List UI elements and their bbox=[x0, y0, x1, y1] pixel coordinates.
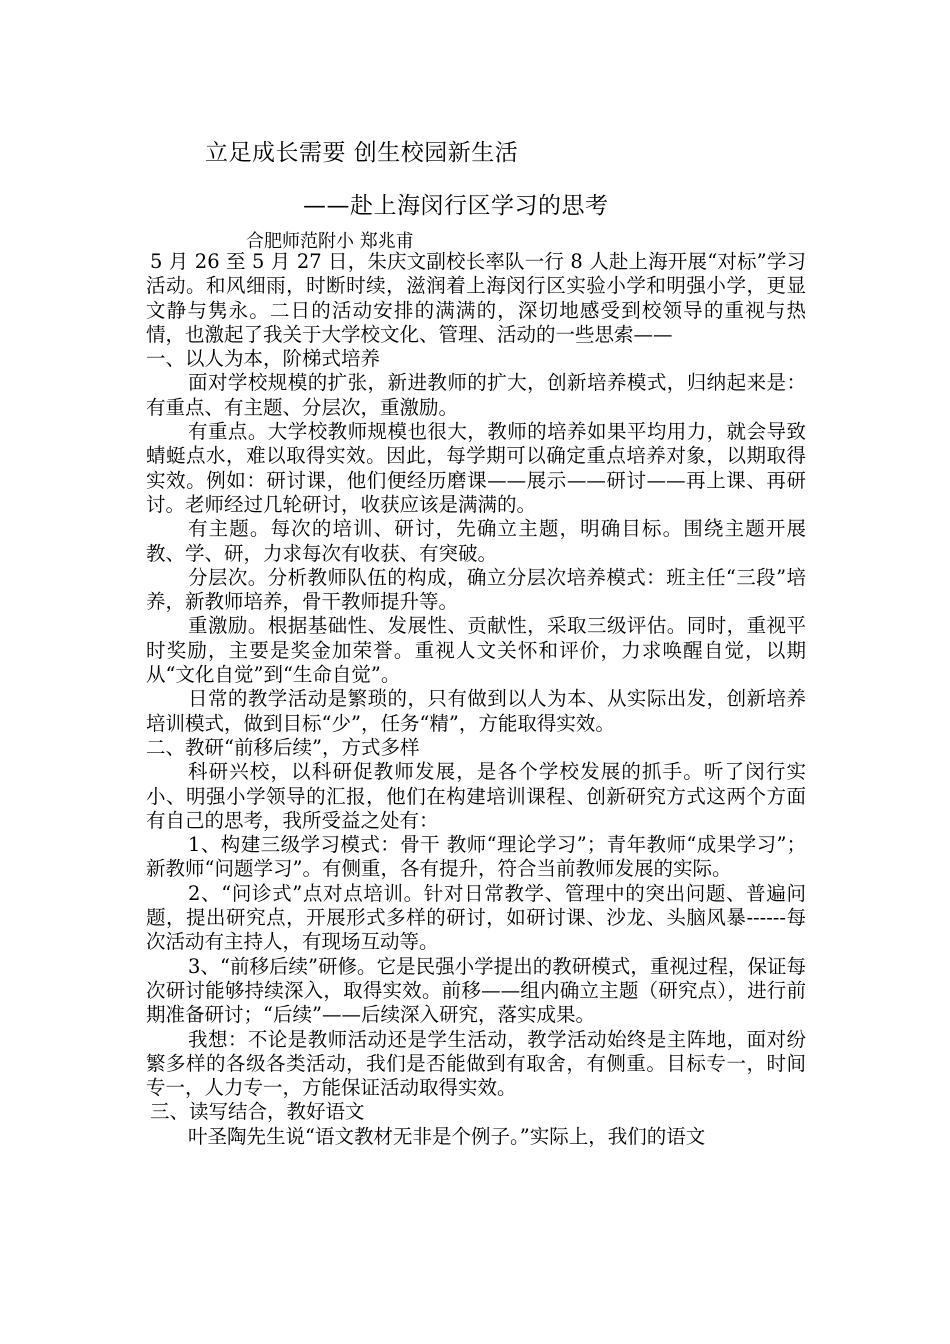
section-heading: 三、读写结合，教好语文 bbox=[150, 1100, 365, 1124]
paragraph: 科研兴校，以科研促教师发展，是各个学校发展的抓手。听了闵行实小、明强小学领导的汇报，他们在构建培训课程、创新研究方式这两个方面有自己的思考，我所受益之处有： bbox=[146, 760, 806, 832]
paragraph: 2、“问诊式”点对点培训。针对日常教学、管理中的突出问题、普遍问题，提出研究点，开展形式多样的研讨，如研讨课、沙龙、头脑风暴------每次活动有主持人，有现场互动等。 bbox=[146, 881, 806, 954]
paragraph: 分层次。分析教师队伍的构成，确立分层次培养模式：班主任“三段”培养，新教师培养，骨干教师提升等。 bbox=[146, 565, 806, 614]
paragraph: 重激励。根据基础性、发展性、贡献性，采取三级评估。同时，重视平时奖励，主要是奖金加荣誉。重视人文关怀和评价，力求唤醒自觉，以期从“文化自觉”到“生命自觉”。 bbox=[146, 614, 806, 687]
section-heading: 一、以人为本，阶梯式培养 bbox=[146, 347, 381, 371]
section-heading: 二、教研“前移后续”，方式多样 bbox=[146, 735, 420, 759]
document-body bbox=[146, 250, 806, 1149]
document-subtitle: ——赴上海闵行区学习的思考 bbox=[303, 193, 609, 219]
paragraph: 有主题。每次的培训、研讨，先确立主题，明确目标。围绕主题开展教、学、研，力求每次有收获、有突破。 bbox=[146, 517, 806, 565]
intro-paragraph: 5 月 26 至 5 月 27 日，朱庆文副校长率队一行 8 人赴上海开展“对标”学习活动。和风细雨，时断时续，滋润着上海闵行区实验小学和明强小学，更显文静与隽永。二日的活动安排的满满的，深切地感受到校领导的重视与热情，也激起了我关于大学校文化、管理、活动的一些思索—— bbox=[146, 250, 806, 346]
paragraph: 3、“前移后续”研修。它是民强小学提出的教研模式，重视过程，保证每次研讨能够持续深入，取得实效。前移——组内确立主题（研究点），进行前期准备研讨；“后续”——后续深入研究，落实成果。 bbox=[146, 954, 806, 1027]
paragraph: 我想：不论是教师活动还是学生活动，教学活动始终是主阵地，面对纷繁多样的各级各类活动，我们是否能做到有取舍，有侧重。目标专一，时间专一，人力专一，方能保证活动取得实效。 bbox=[146, 1027, 806, 1100]
paragraph: 日常的教学活动是繁琐的，只有做到以人为本、从实际出发，创新培养培训模式，做到目标“少”，任务“精”，方能取得实效。 bbox=[146, 687, 806, 735]
document-title: 立足成长需要 创生校园新生活 bbox=[205, 140, 519, 166]
paragraph: 叶圣陶先生说“语文教材无非是个例子。”实际上，我们的语文 bbox=[188, 1124, 706, 1148]
author-line: 合肥师范附小 郑兆甫 bbox=[246, 231, 414, 252]
paragraph: 面对学校规模的扩张，新进教师的扩大，创新培养模式，归纳起来是：有重点、有主题、分层次，重激励。 bbox=[146, 371, 806, 419]
paragraph: 1、构建三级学习模式：骨干 教师“理论学习”；青年教师“成果学习”；新教师“问题学习”。有侧重，各有提升，符合当前教师发展的实际。 bbox=[146, 833, 806, 881]
paragraph: 有重点。大学校教师规模也很大，教师的培养如果平均用力，就会导致蜻蜓点水，难以取得实效。因此，每学期可以确定重点培养对象，以期取得实效。例如：研讨课，他们便经历磨课——展示——研讨——再上课、再研讨。老师经过几轮研讨，收获应该是满满的。 bbox=[146, 420, 806, 516]
